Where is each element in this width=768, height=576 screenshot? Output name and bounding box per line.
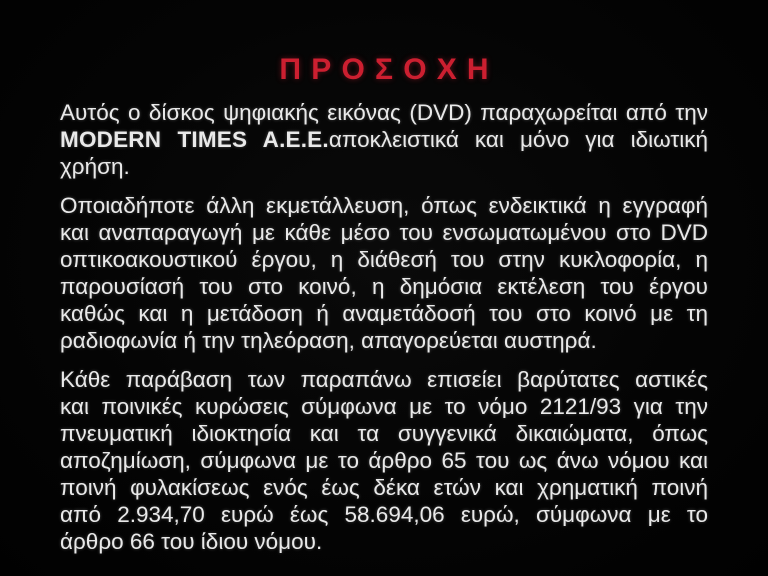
text-line	[60, 126, 708, 180]
text-line: από 2.934,70 ευρώ έως 58.694,06 ευρώ, σύμφωνα με το	[60, 502, 708, 527]
company-name: MODERN TIMES A.E.E.	[60, 127, 329, 152]
text-line: Οποιαδήποτε άλλη εκμετάλλευση, όπως ενδεικτικά η εγγραφή	[60, 193, 708, 218]
text-line: ραδιοφωνία ή την τηλεόραση, απαγορεύεται αυστηρά.	[60, 328, 597, 353]
text-line: πνευματική ιδιοκτησία και τα συγγενικά δικαιώματα, όπως	[60, 421, 708, 446]
paragraph-prohibition	[60, 192, 708, 354]
paragraph-penalties	[60, 366, 708, 555]
text-line: και αναπαραγωγή με κάθε μέσο του ενσωματωμένου στο DVD	[60, 220, 708, 245]
text-line: οπτικοακουστικού έργου, η διάθεσή του στην κυκλοφορία, η	[60, 247, 708, 272]
text-line: Αυτός ο δίσκος ψηφιακής εικόνας (DVD) παραχωρείται από την	[60, 100, 708, 125]
text-line: αποζημίωση, σύμφωνα με το άρθρο 65 του ως άνω νόμου και	[60, 448, 708, 473]
warning-body	[60, 99, 708, 555]
text-line: και ποινικές κυρώσεις σύμφωνα με το νόμο 2121/93 για την	[60, 394, 708, 419]
text-line: καθώς και η μετάδοση ή αναμετάδοσή του στο κοινό με τη	[60, 301, 708, 326]
text-line: άρθρο 66 του ίδιου νόμου.	[60, 529, 323, 554]
text-fragment: αποκλειστικά και μόνο για ιδιωτική χρήση.	[60, 127, 708, 179]
text-line: Κάθε παράβαση των παραπάνω επισείει βαρύτατες αστικές	[60, 367, 708, 392]
warning-title: ΠΡΟΣΟΧΗ	[279, 53, 499, 86]
text-line: παρουσίασή του στο κοινό, η δημόσια εκτέλεση του έργου	[60, 274, 708, 299]
paragraph-license	[60, 99, 708, 180]
text-line: ποινή φυλακίσεως ενός έως δέκα ετών και χρηματική ποινή	[60, 475, 708, 500]
